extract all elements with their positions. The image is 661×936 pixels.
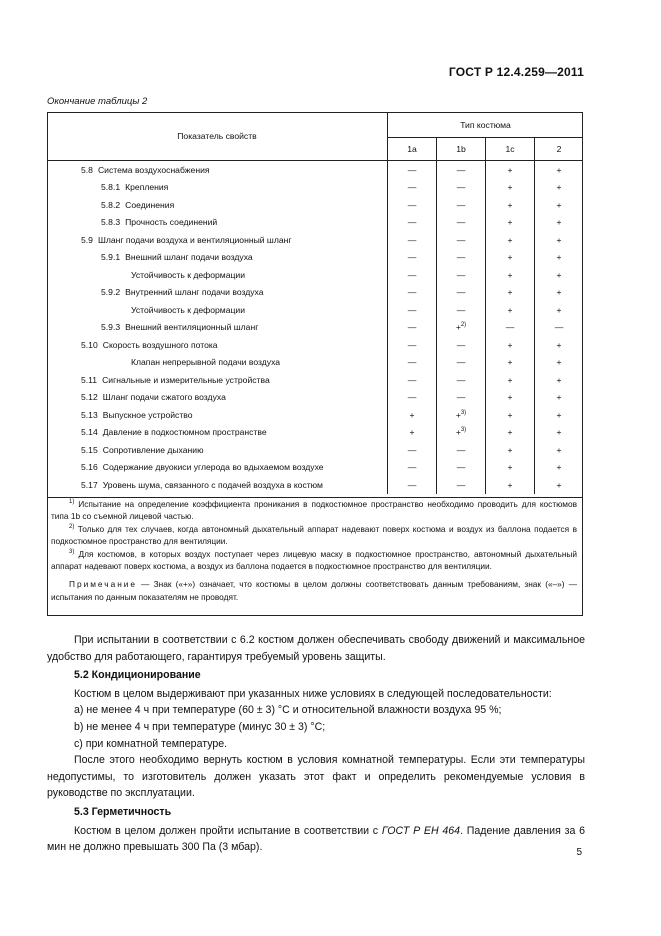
- value-cell: —: [388, 354, 437, 372]
- col-1b-header: 1b: [437, 138, 486, 161]
- param-cell: [47, 476, 388, 494]
- value-cell: +: [486, 284, 535, 302]
- value-cell: +: [486, 179, 535, 197]
- param-label: Система воздухоснабжения: [97, 164, 210, 175]
- section-5-3-title: 5.3 Герметичность: [74, 805, 172, 818]
- standard-reference: ГОСТ Р ЕН 464: [381, 824, 461, 837]
- clause-number: 5.9.2: [101, 287, 121, 298]
- paragraph-intro: При испытании в соответствии с 6.2 костюм должен обеспечивать свободу движений и максимальное удобство для работающего, гарантируя требуемый уровень защиты.: [47, 634, 585, 663]
- value-cell: +: [556, 339, 562, 350]
- value-cell: —: [388, 284, 437, 302]
- param-label: Выпускное устройство: [102, 409, 193, 420]
- value-cell: —: [437, 336, 486, 354]
- value-cell: +: [556, 182, 562, 193]
- value-cell: +: [486, 389, 535, 407]
- param-cell: [47, 336, 388, 354]
- param-label: Уровень шума, связанного с подачей воздуха в костюм: [102, 479, 323, 490]
- table-row: [47, 266, 583, 284]
- footnote-3: $^{3)}$ Для костюмов, в которых воздух поступает через лицевую маску в подкостюмное пространство, автономный дыхательный аппарат надевают поверх костюма, а воздух из баллона подается в подкостюмное пространство для вентиляции.: [51, 548, 578, 572]
- value-cell: —: [388, 459, 437, 477]
- table-note: Примечание — Знак («+») означает, что костюмы в целом должны соответствовать данным требованиям, знак («–») — испытания по данным показателям не проводят.: [51, 579, 577, 602]
- condition-a: a) не менее 4 ч при температуре (60 ± 3) °С и относительной влажности воздуха 95 %;: [74, 704, 502, 717]
- param-column-header: Показатель свойств: [47, 112, 388, 161]
- param-cell: [47, 301, 388, 319]
- value-cell: +: [556, 374, 562, 385]
- clause-number: 5.8.2: [101, 199, 121, 210]
- value-cell: +: [486, 459, 535, 477]
- value-cell: —: [388, 266, 437, 284]
- value-cell: +: [556, 199, 562, 210]
- table-row: [47, 214, 583, 232]
- value-cell: —: [437, 459, 486, 477]
- value-cell: —: [437, 441, 486, 459]
- table-notes: [47, 497, 583, 616]
- section-5-2-text-2: После этого необходимо вернуть костюм в условия комнатной температуры. Если эти температуры недопустимы, то изготовитель должен указать этот факт и определить рекомендуемые условия в руководстве по эксплуатации.: [47, 754, 585, 800]
- value-cell: —: [437, 161, 486, 179]
- value-cell: +: [388, 406, 437, 424]
- condition-c: c) при комнатной температуре.: [74, 737, 228, 750]
- footnote-1: $^{1)}$ Испытание на определение коэффициента проникания в подкостюмное пространство необходимо проводить для костюмов типа 1b со съемной лицевой частью.: [51, 499, 577, 522]
- value-cell: —: [388, 389, 437, 407]
- value-cell: —: [388, 371, 437, 389]
- param-cell: [47, 231, 388, 249]
- col-1a-header: 1a: [388, 138, 437, 161]
- value-cell: —: [388, 441, 437, 459]
- table-row: [47, 354, 583, 372]
- clause-number: 5.9.3: [101, 322, 121, 333]
- document-code: ГОСТ Р 12.4.259—2011: [448, 65, 584, 79]
- value-cell: +$^{2)}$: [437, 319, 486, 337]
- param-cell: [47, 406, 388, 424]
- table-row: [47, 161, 583, 179]
- table-row: [47, 179, 583, 197]
- clause-number: 5.9.1: [101, 252, 121, 263]
- value-cell: —: [437, 179, 486, 197]
- value-cell: —: [437, 214, 486, 232]
- value-cell: —: [388, 476, 437, 494]
- param-cell: [47, 424, 388, 442]
- param-label: Крепления: [125, 182, 169, 193]
- value-cell: +: [486, 196, 535, 214]
- value-cell: +: [556, 304, 562, 315]
- table-row: [47, 336, 583, 354]
- value-cell: +: [486, 336, 535, 354]
- main-text: [47, 632, 585, 856]
- param-cell: [47, 161, 388, 179]
- param-label: Прочность соединений: [125, 217, 218, 228]
- value-cell: —: [388, 231, 437, 249]
- table-row: [47, 231, 583, 249]
- param-label: Содержание двуокиси углерода во вдыхаемом воздухе: [102, 462, 324, 473]
- table-row: [47, 249, 583, 267]
- col-1c-header: 1c: [486, 138, 535, 161]
- section-5-2-title: 5.2 Кондиционирование: [74, 669, 201, 682]
- clause-number: 5.15: [81, 444, 98, 455]
- clause-number: 5.11: [81, 374, 98, 385]
- value-cell: +$^{3)}$: [437, 406, 486, 424]
- value-cell: —: [388, 214, 437, 232]
- page-number: 5: [576, 847, 582, 858]
- value-cell: +: [486, 476, 535, 494]
- table-row: [47, 406, 583, 424]
- param-cell: [47, 214, 388, 232]
- param-label: Внешний шланг подачи воздуха: [125, 252, 253, 263]
- table-row: [47, 371, 583, 389]
- clause-number: 5.10: [81, 339, 98, 350]
- clause-number: 5.8.3: [101, 217, 121, 228]
- value-cell: +: [556, 269, 562, 280]
- value-cell: +: [486, 441, 535, 459]
- value-cell: —: [388, 249, 437, 267]
- value-cell: —: [388, 301, 437, 319]
- value-cell: —: [437, 249, 486, 267]
- param-label: Внешний вентиляционный шланг: [125, 322, 259, 333]
- param-label: Скорость воздушного потока: [102, 339, 218, 350]
- clause-number: 5.9: [81, 234, 93, 245]
- param-cell: [47, 249, 388, 267]
- value-cell: —: [388, 161, 437, 179]
- value-cell: +: [388, 424, 437, 442]
- clause-number: 5.8.1: [101, 182, 121, 193]
- value-cell: —: [554, 322, 564, 333]
- value-cell: —: [437, 284, 486, 302]
- value-cell: —: [388, 336, 437, 354]
- value-cell: +: [486, 249, 535, 267]
- value-cell: +: [486, 161, 535, 179]
- table-row: [47, 301, 583, 319]
- table-row: [47, 196, 583, 214]
- param-cell: [47, 196, 388, 214]
- param-cell: [47, 459, 388, 477]
- table-row: [47, 284, 583, 302]
- table-row: [47, 459, 583, 477]
- value-cell: —: [437, 266, 486, 284]
- value-cell: —: [437, 371, 486, 389]
- param-cell: [47, 371, 388, 389]
- clause-number: 5.8: [81, 164, 93, 175]
- value-cell: +: [556, 409, 562, 420]
- table-row: [47, 319, 583, 337]
- param-label: Давление в подкостюмном пространстве: [102, 427, 267, 438]
- table-body: [47, 161, 583, 494]
- param-cell: [47, 441, 388, 459]
- value-cell: +: [556, 357, 562, 368]
- param-label: Соединения: [125, 199, 175, 210]
- value-cell: +: [556, 462, 562, 473]
- param-cell: [47, 354, 388, 372]
- footnote-2: $^{2)}$ Только для тех случаев, когда автономный дыхательный аппарат надевают поверх костюма и воздух из баллона подается в подкостюмное пространство для вентиляции.: [51, 523, 578, 547]
- section-5-3-text: Костюм в целом должен пройти испытание в соответствии с ГОСТ Р ЕН 464. Падение давления за 6 мин не должно превышать 300 Па (3 мбар).: [47, 824, 585, 854]
- clause-number: 5.14: [81, 427, 98, 438]
- param-label: Сопротивление дыханию: [102, 444, 204, 455]
- clause-number: 5.17: [81, 479, 98, 490]
- condition-b: b) не менее 4 ч при температуре (минус 30 ± 3) °С;: [74, 720, 326, 733]
- value-cell: —: [437, 196, 486, 214]
- param-cell: [47, 266, 388, 284]
- table-row: [47, 424, 583, 442]
- value-cell: +: [486, 371, 535, 389]
- value-cell: +: [486, 214, 535, 232]
- value-cell: +: [486, 354, 535, 372]
- value-cell: +: [556, 164, 562, 175]
- value-cell: +: [486, 231, 535, 249]
- value-cell: +: [556, 392, 562, 403]
- type-column-header: Тип костюма: [388, 112, 584, 138]
- value-cell: —: [486, 319, 535, 337]
- value-cell: —: [437, 389, 486, 407]
- value-cell: +: [486, 266, 535, 284]
- value-cell: +: [486, 406, 535, 424]
- clause-number: 5.12: [81, 392, 98, 403]
- value-cell: —: [437, 301, 486, 319]
- param-label: Клапан непрерывной подачи воздуха: [131, 357, 281, 368]
- table-row: [47, 476, 583, 494]
- requirements-table: [47, 112, 583, 494]
- value-cell: +: [556, 234, 562, 245]
- value-cell: +: [556, 217, 562, 228]
- param-cell: [47, 389, 388, 407]
- value-cell: —: [437, 476, 486, 494]
- clause-number: 5.13: [81, 409, 98, 420]
- value-cell: +: [486, 424, 535, 442]
- value-cell: —: [437, 231, 486, 249]
- value-cell: —: [388, 196, 437, 214]
- value-cell: +: [556, 252, 562, 263]
- clause-number: 5.16: [81, 462, 98, 473]
- value-cell: —: [388, 319, 437, 337]
- value-cell: —: [437, 354, 486, 372]
- param-label: Шланг подачи воздуха и вентиляционный шланг: [97, 234, 292, 245]
- value-cell: +: [556, 427, 562, 438]
- table-row: [47, 389, 583, 407]
- param-label: Внутренний шланг подачи воздуха: [125, 287, 264, 298]
- value-cell: —: [388, 179, 437, 197]
- col-2-header: 2: [535, 138, 584, 161]
- value-cell: +: [486, 301, 535, 319]
- param-cell: [47, 179, 388, 197]
- param-label: Устойчивость к деформации: [131, 269, 246, 280]
- param-label: Устойчивость к деформации: [131, 304, 246, 315]
- param-label: Сигнальные и измерительные устройства: [102, 374, 270, 385]
- table-row: [47, 441, 583, 459]
- param-cell: [47, 319, 388, 337]
- value-cell: +$^{3)}$: [437, 424, 486, 442]
- param-cell: [47, 284, 388, 302]
- value-cell: +: [556, 287, 562, 298]
- section-5-2-text: Костюм в целом выдерживают при указанных ниже условиях в следующей последовательности:: [74, 687, 552, 700]
- table-caption: Окончание таблицы 2: [47, 96, 148, 107]
- param-label: Шланг подачи сжатого воздуха: [102, 392, 226, 403]
- value-cell: +: [556, 444, 562, 455]
- value-cell: +: [556, 479, 562, 490]
